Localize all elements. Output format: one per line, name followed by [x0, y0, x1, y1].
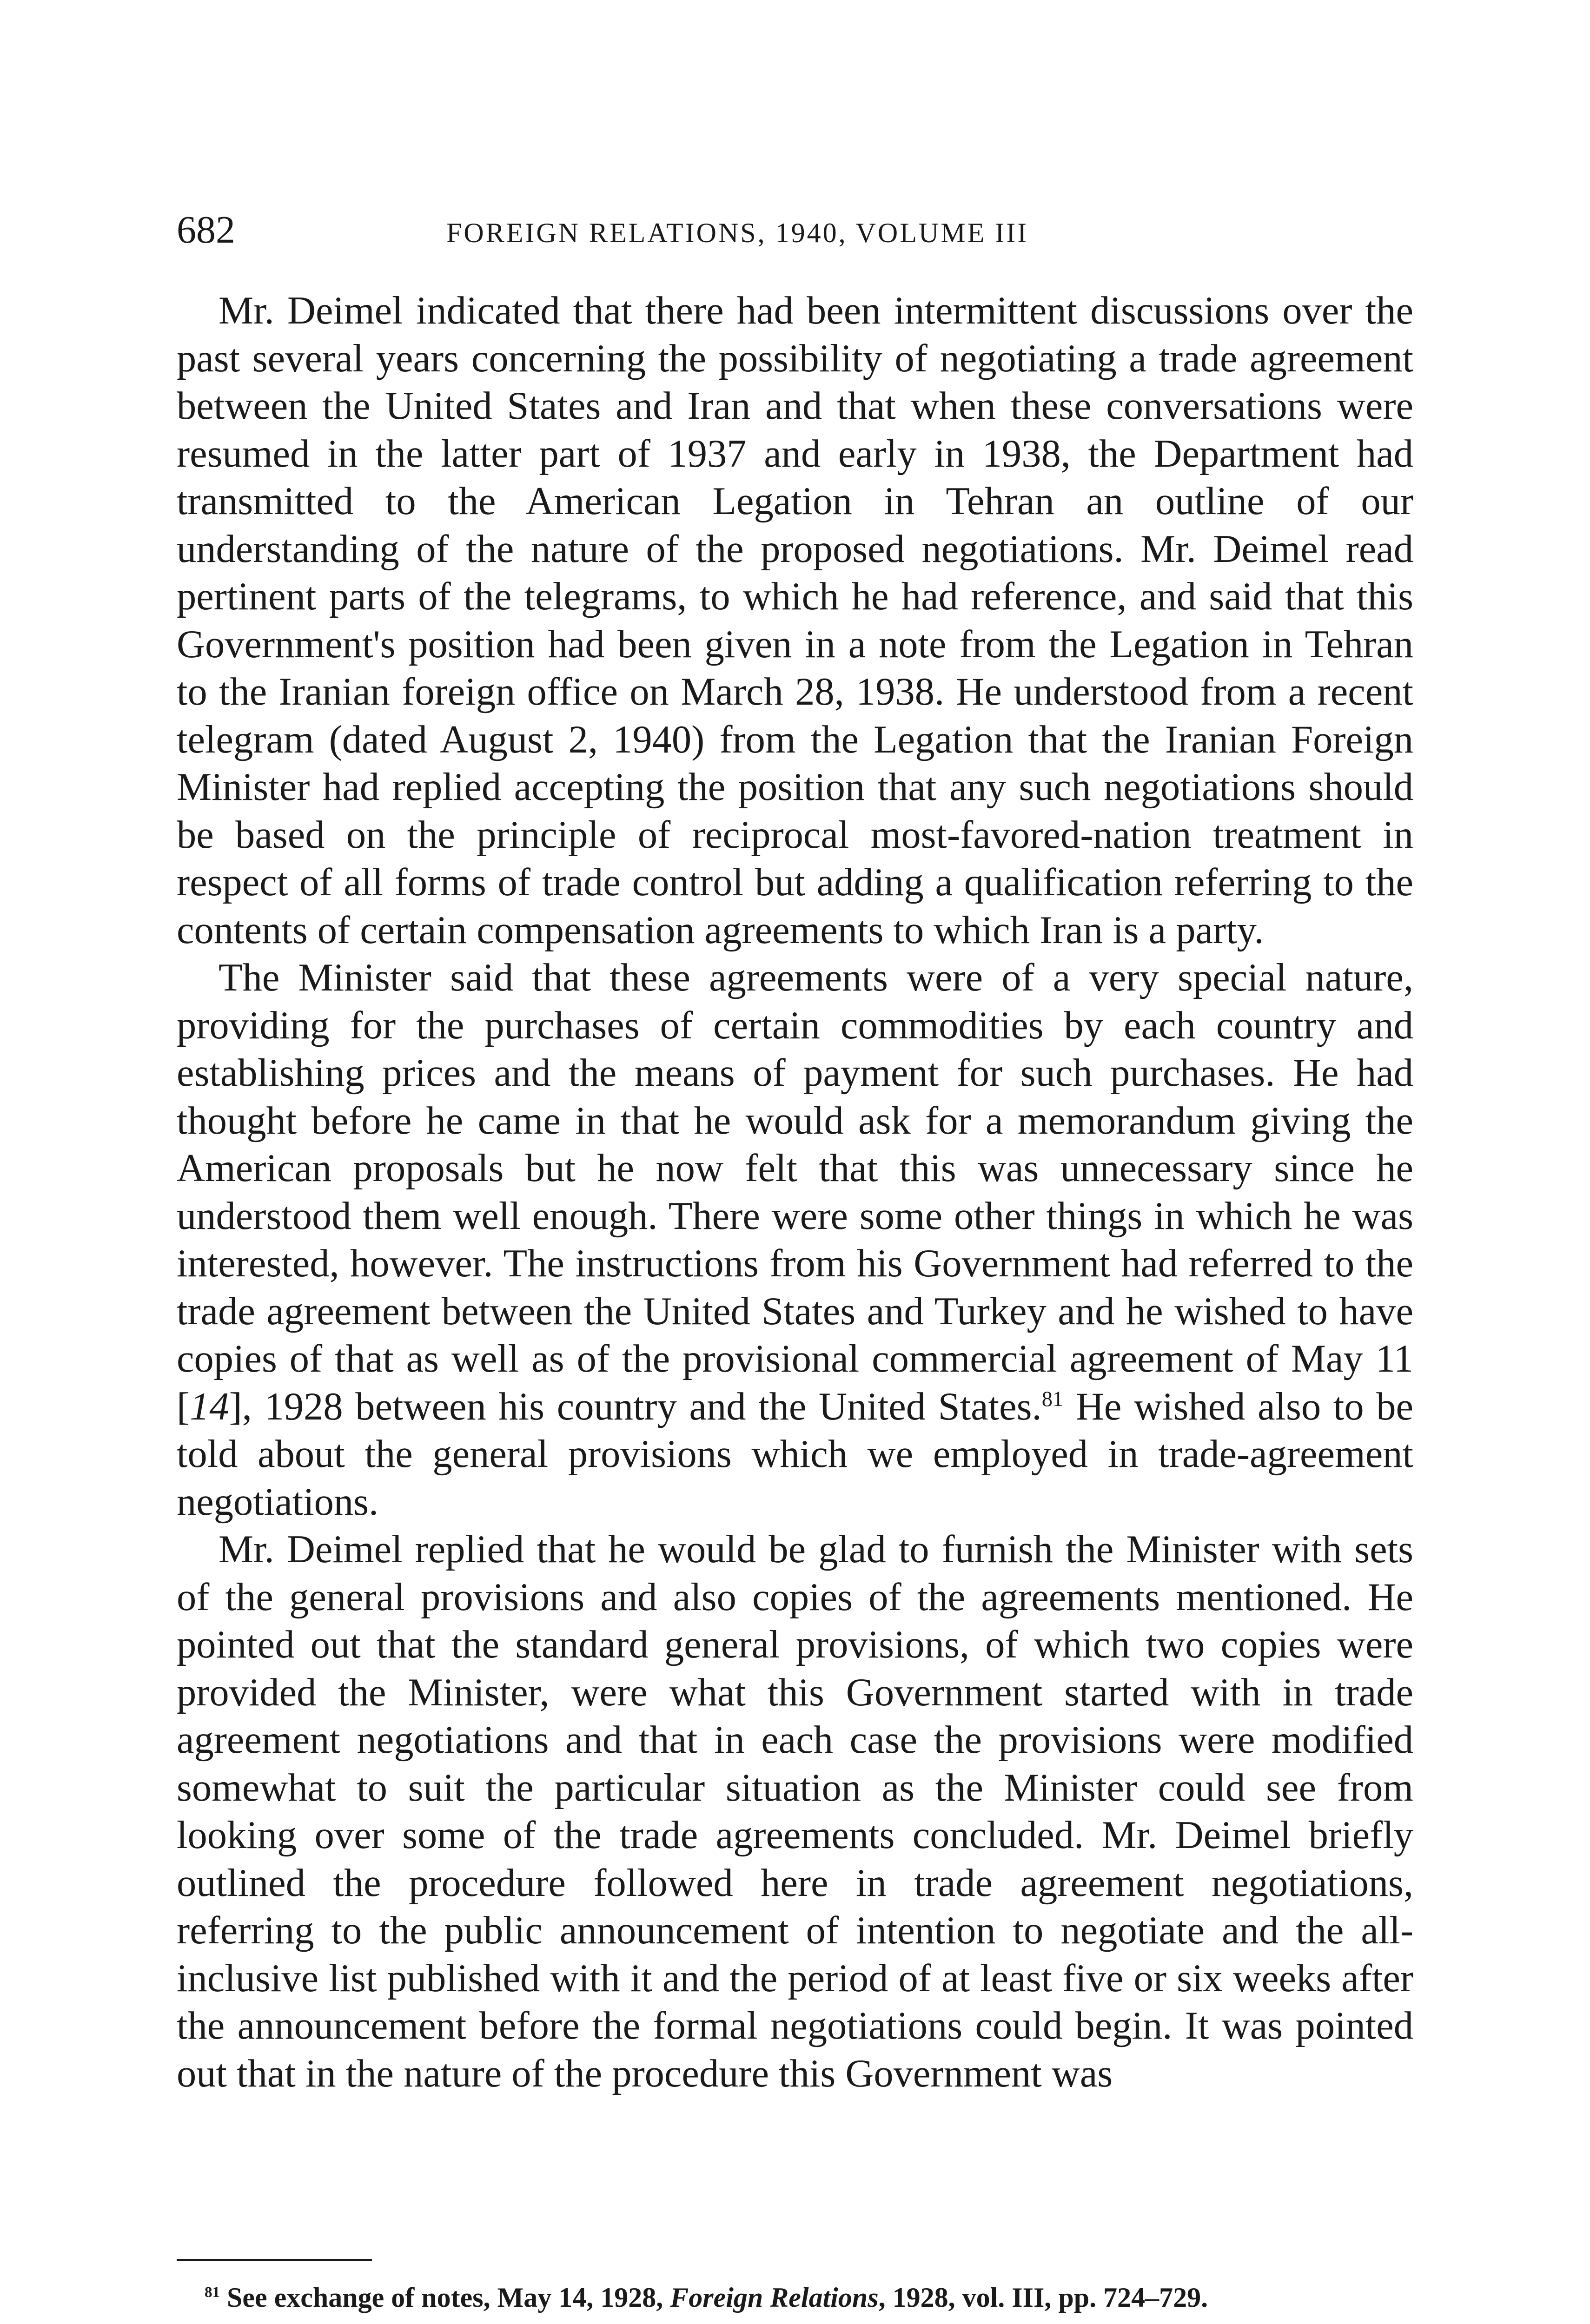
body-text	[177, 287, 1413, 2098]
footnote-marker: 81	[205, 2284, 220, 2301]
page-header	[177, 205, 1432, 256]
footnote-divider	[177, 2259, 372, 2261]
corrected-date: 14	[190, 1385, 229, 1428]
footnote-text-before: See exchange of notes, May 14, 1928,	[220, 2282, 670, 2313]
footnote-publication-title: Foreign Relations	[670, 2282, 879, 2313]
paragraph-2-text-before: The Minister said that these agreements were of a very special nature, providing for the purchases of certain commodities by each country and establishing prices and the means of payment for such purchases. He had thought before he came in that he would ask for a memorandum giving the American proposals but he now felt that this was unnecessary since he understood them well enough. There were some other things in which he was interested, however. The instructions from his Government had referred to the trade agreement between the United States and Turkey and he wished to have copies of that as well as of the provisional commercial agreement of May 11	[177, 956, 1413, 1380]
paragraph-3: Mr. Deimel replied that he would be glad to furnish the Minister with sets of the general provisions and also copies of the agreements mentioned. He pointed out that the standard general provisions, of which two copies were provided the Minister, were what this Government started with in trade agreement negotiations and that in each case the provisions were modified somewhat to suit the particular situation as the Minister could see from looking over some of the trade agreements concluded. Mr. Deimel briefly outlined the procedure followed here in trade agreement negotiations, referring to the public announcement of intention to negotiate and the all-inclusive list published with it and the period of at least five or six weeks after the announcement before the formal negotiations could begin. It was pointed out that in the nature of the procedure this Government was	[177, 1528, 1413, 2095]
footnote-reference[interactable]: 81	[1041, 1387, 1064, 1411]
running-title: FOREIGN RELATIONS, 1940, VOLUME III	[446, 218, 1029, 248]
footnote-text-after: , 1928, vol. III, pp. 724–729.	[878, 2282, 1208, 2313]
paragraph-1: Mr. Deimel indicated that there had been intermittent discussions over the past several years concerning the possibility of negotiating a trade agreement between the United States and Iran and that when these conversations were resumed in the latter part of 1937 and early in 1938, the Department had transmitted to the American Legation in Tehran an outline of our understanding of the nature of the proposed negotiations. Mr. Deimel read pertinent parts of the telegrams, to which he had reference, and said that this Government's position had been given in a note from the Legation in Tehran to the Iranian foreign office on March 28, 1938. He understood from a recent telegram (dated August 2, 1940) from the Legation that the Iranian Foreign Minister had replied accepting the position that any such negotiations should be based on the principle of reciprocal most-favored-nation treatment in respect of all forms of trade control but adding a qualification referring to the contents of certain compensation agreements to which Iran is a party.	[177, 289, 1413, 952]
paragraph-2-text-middle: , 1928 between his country and the United States.	[242, 1385, 1042, 1428]
page-number: 682	[177, 208, 235, 251]
paragraph-2	[177, 954, 1413, 1526]
bracket-close: ]	[229, 1385, 242, 1428]
paragraph-2-text-after: He wished also to be told about the general provisions which we employed in trade-agreement negotiations.	[177, 1385, 1414, 1524]
footnote	[177, 2280, 1413, 2315]
bracket-open: [	[177, 1385, 190, 1428]
